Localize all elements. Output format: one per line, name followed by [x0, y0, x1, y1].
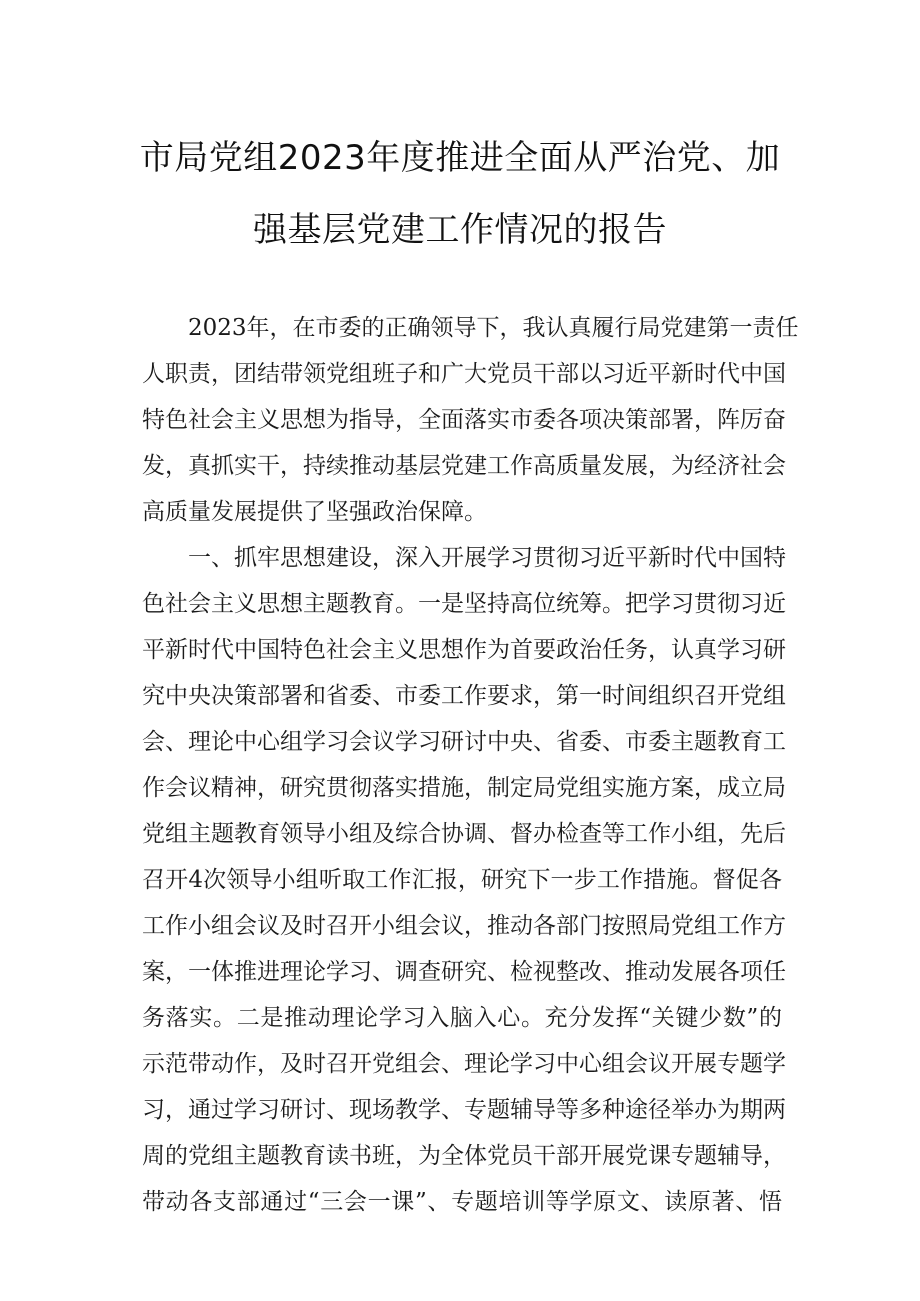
paragraph-2-line-8: 召开4次领导小组听取工作汇报，研究下一步工作措施。督促各 — [142, 867, 782, 893]
paragraph-2-line-4: 究中央决策部署和省委、市委工作要求，第一时间组织召开党组 — [142, 683, 786, 709]
paragraph-2-line-5: 会、理论中心组学习会议学习研讨中央、省委、市委主题教育工 — [142, 729, 786, 755]
paragraph-2-line-11: 务落实。二是推动理论学习入脑入心。充分发挥“关键少数”的 — [142, 1005, 782, 1031]
document-title-line-2: 强基层党建工作情况的报告 — [253, 210, 667, 250]
document-title-line-1: 市局党组2023年度推进全面从严治党、加 — [139, 138, 781, 178]
paragraph-1-line-3: 特色社会主义思想为指导，全面落实市委各项决策部署，阵厉奋 — [142, 407, 786, 433]
paragraph-1-line-4: 发，真抓实干，持续推动基层党建工作高质量发展，为经济社会 — [142, 453, 786, 479]
paragraph-1-line-2: 人职责，团结带领党组班子和广大党员干部以习近平新时代中国 — [142, 361, 786, 387]
paragraph-2-line-13: 习，通过学习研讨、现场教学、专题辅导等多种途径举办为期两 — [142, 1097, 786, 1123]
paragraph-1-line-1: 2023年，在市委的正确领导下，我认真履行局党建第一责任 — [188, 315, 799, 341]
paragraph-2-line-9: 工作小组会议及时召开小组会议，推动各部门按照局党组工作方 — [142, 913, 786, 939]
paragraph-2-line-15: 带动各支部通过“三会一课”、专题培训等学原文、读原著、悟 — [142, 1189, 782, 1215]
paragraph-2-line-12: 示范带动作，及时召开党组会、理论学习中心组会议开展专题学 — [142, 1051, 786, 1077]
paragraph-2-line-2: 色社会主义思想主题教育。一是坚持高位统筹。把学习贯彻习近 — [142, 591, 786, 617]
paragraph-2-line-7: 党组主题教育领导小组及综合协调、督办检查等工作小组，先后 — [142, 821, 786, 847]
paragraph-2-line-1: 一、抓牢思想建设，深入开展学习贯彻习近平新时代中国特 — [188, 545, 786, 571]
paragraph-2-line-3: 平新时代中国特色社会主义思想作为首要政治任务，认真学习研 — [142, 637, 786, 663]
paragraph-2-line-10: 案，一体推进理论学习、调查研究、检视整改、推动发展各项任 — [142, 959, 786, 985]
paragraph-2-line-14: 周的党组主题教育读书班，为全体党员干部开展党课专题辅导， — [142, 1143, 786, 1169]
paragraph-1-line-5: 高质量发展提供了坚强政治保障。 — [142, 499, 487, 525]
paragraph-2-line-6: 作会议精神，研究贯彻落实措施，制定局党组实施方案，成立局 — [142, 775, 786, 801]
